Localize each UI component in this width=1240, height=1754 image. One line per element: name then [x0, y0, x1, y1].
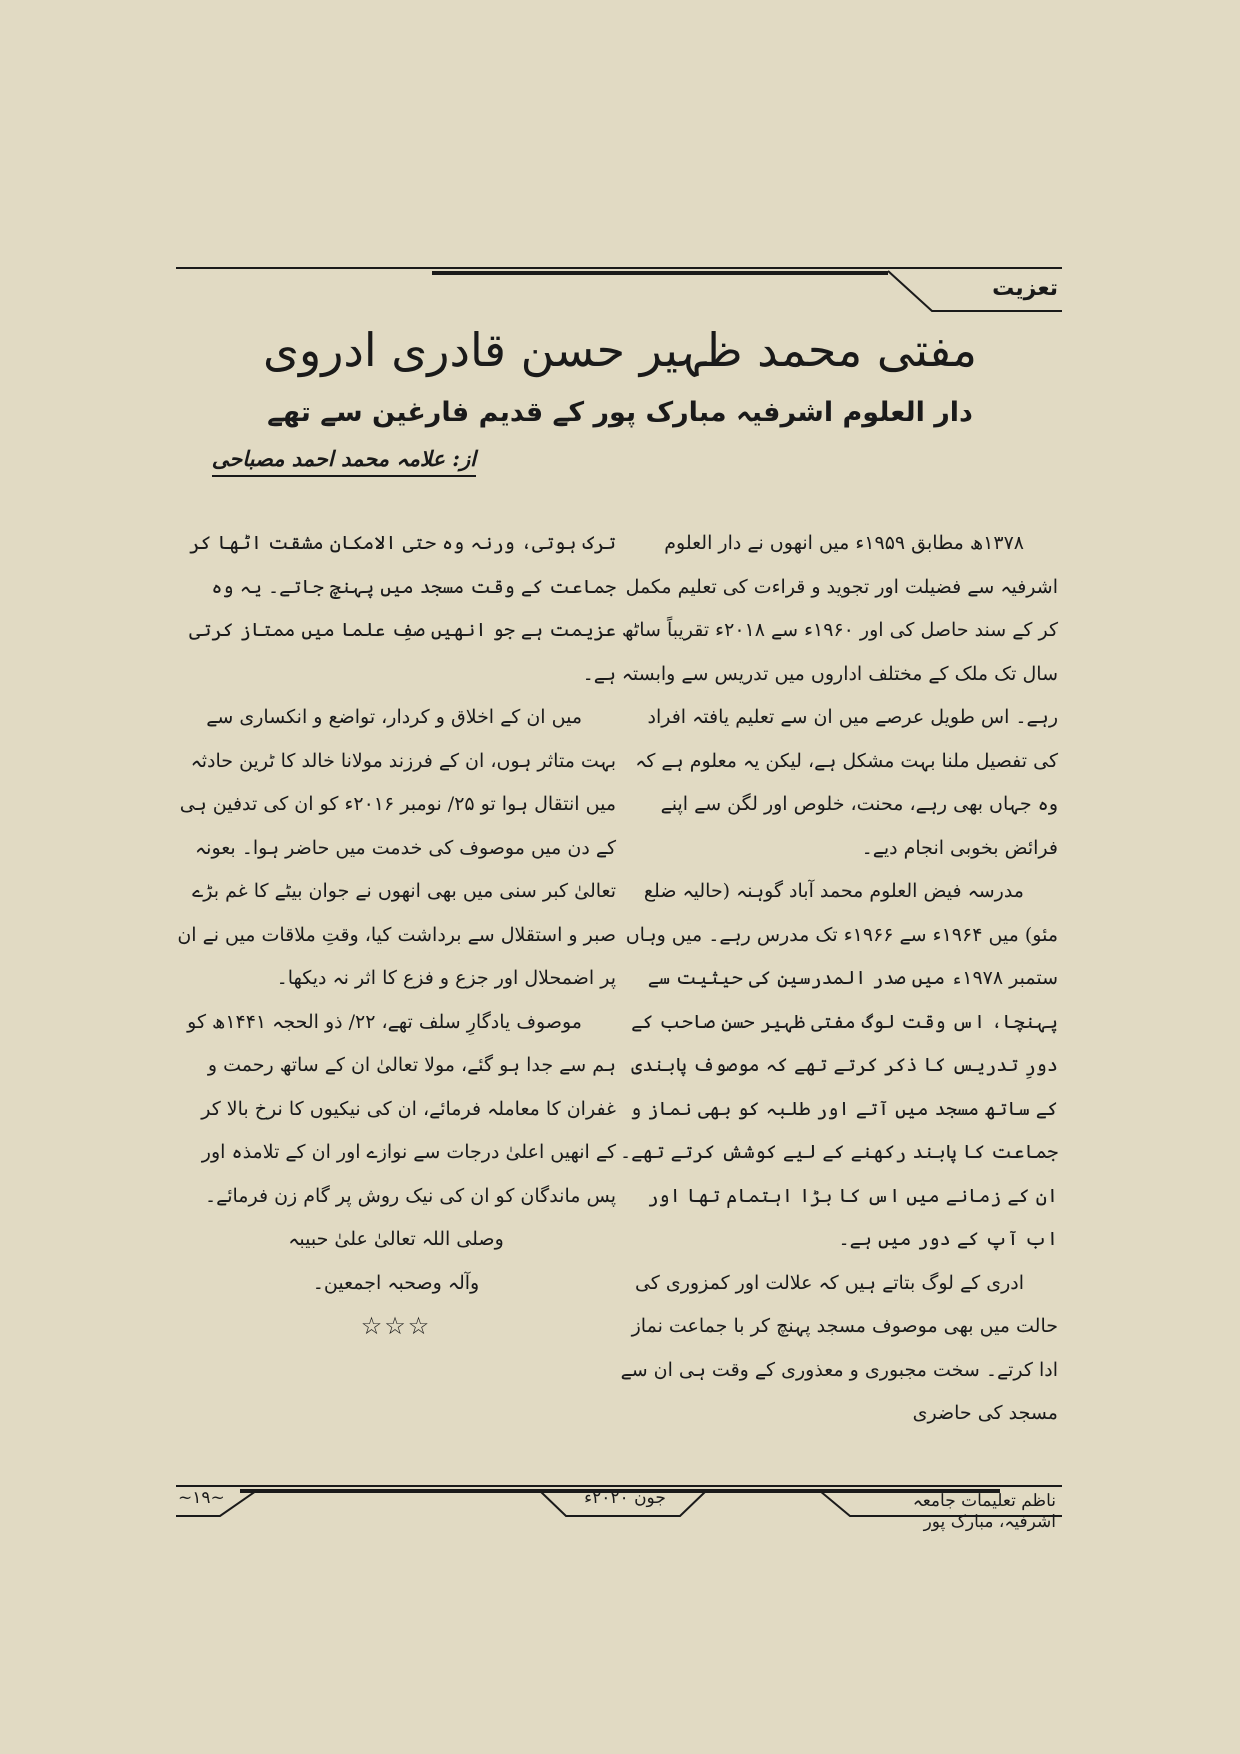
closing-prayer-line: وصلی اللہ تعالیٰ علیٰ حبیبہ [288, 1228, 504, 1250]
author-byline [176, 442, 476, 476]
paragraph: مدرسہ فیض العلوم محمد آباد گوہنہ (حالیہ ضلع مئو) میں ۱۹۶۴ء سے ۱۹۶۶ء تک مدرس رہے۔ میں وہاں ستمبر ۱۹۷۸ء میں صدر المدرسین کی حیثیت سے پہنچا، اس وقت لوگ مفتی ظہیر حسن صاحب کے دورِ تدریس کا ذکر کرتے تھے کہ موصوف پابندی کے ساتھ مسجد میں آتے اور طلبہ کو بھی نماز و جماعت کا پابند رکھنے کے لیے کوشش کرتے تھے۔ ان کے زمانے میں اس کا بڑا اہتمام تھا اور اب آپ کے دور میں ہے۔ [620, 880, 1058, 1250]
article-column-left [176, 522, 616, 1349]
paragraph: ادری کے لوگ بتاتے ہیں کہ علالت اور کمزوری کی حالت میں بھی موصوف مسجد پہنچ کر با جماعت نماز ادا کرتے۔ سخت مجبوری و معذوری کے وقت ہی ان سے مسجد کی حاضری [620, 1271, 1058, 1424]
section-tag: تعزیت [992, 276, 1058, 301]
author-name: از: علامہ محمد احمد مصباحی [212, 446, 476, 477]
end-stars: ☆☆☆ [360, 1312, 432, 1340]
article-subtitle: دار العلوم اشرفیہ مبارک پور کے قدیم فارغین سے تھے [267, 397, 973, 428]
paragraph: میں ان کے اخلاق و کردار، تواضع و انکساری سے بہت متاثر ہوں، ان کے فرزند مولانا خالد کا ٹرین حادثہ میں انتقال ہوا تو ۲۵/ نومبر ۲۰۱۶ء کو ان کی تدفین ہی کے دن میں موصوف کی خدمت میں حاضر ہوا۔ بعونہ تعالیٰ کبر سنی میں بھی انھوں نے جوان بیٹے کا غم بڑے صبر و استقلال سے برداشت کیا، وقتِ ملاقات میں نے ان پر اضمحلال اور جزع و فزع کا اثر نہ دیکھا۔ [177, 706, 616, 989]
page-number: ~۱۹~ [178, 1488, 225, 1508]
closing-prayer-line: وآلہ وصحبہ اجمعین۔ [312, 1271, 480, 1294]
paragraph: ۱۳۷۸ھ مطابق ۱۹۵۹ء میں انھوں نے دار العلوم اشرفیہ سے فضیلت اور تجوید و قراءت کی تعلیم مکمل کر کے سند حاصل کی اور ۱۹۶۰ء سے ۲۰۱۸ء تقریباً ساٹھ سال تک ملک کے مختلف اداروں میں تدریس سے وابستہ رہے۔ اس طویل عرصے میں ان سے تعلیم یافتہ افراد کی تفصیل ملنا بہت مشکل ہے، لیکن یہ معلوم ہے کہ وہ جہاں بھی رہے، محنت، خلوص اور لگن سے اپنے فرائض بخوبی انجام دیے۔ [621, 532, 1058, 859]
paragraph: موصوف یادگارِ سلف تھے، ۲۲/ ذو الحجہ ۱۴۴۱ھ کو ہم سے جدا ہو گئے، مولا تعالیٰ ان کے ساتھ رحمت و غفران کا معاملہ فرمائے، ان کی نیکیوں کا نرخ بالا کر کے انھیں اعلیٰ درجات سے نوازے اور ان کے تلامذہ اور پس ماندگان کو ان کی نیک روش پر گام زن فرمائے۔ [187, 1010, 616, 1207]
paragraph: ترک ہوتی، ورنہ وہ حتی الامکان مشقت اٹھا کر جماعت کے وقت مسجد میں پہنچ جاتے۔ یہ وہ عزیمت ہے جو انھیں صفِ علما میں ممتاز کرتی ہے۔ [189, 532, 616, 685]
article-title: مفتی محمد ظہیر حسن قادری ادروی [262, 323, 978, 377]
footer-issue-date: جون ۲۰۲۰ء [584, 1488, 666, 1508]
article-column-right [618, 522, 1058, 1436]
footer-publisher: ناظم تعلیمات جامعہ اشرفیہ، مبارک پور [912, 1491, 1056, 1532]
